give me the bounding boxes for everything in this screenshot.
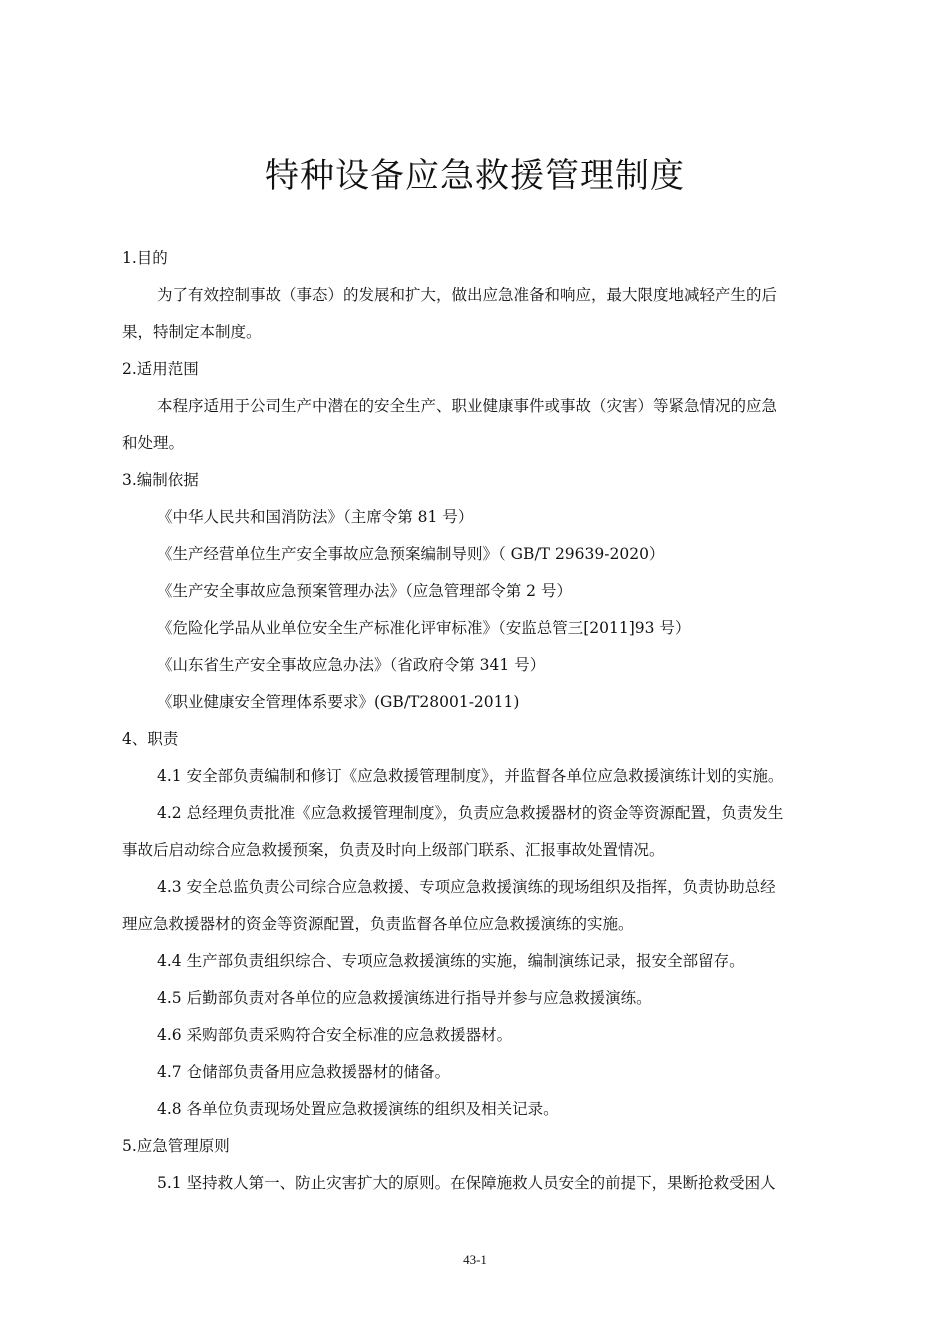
reference-item: 《生产安全事故应急预案管理办法》（应急管理部令第 2 号）: [157, 582, 572, 600]
duty-item: 4.4 生产部负责组织综合、专项应急救援演练的实施，编制演练记录，报安全部留存。: [157, 952, 745, 970]
page-number: 43-1: [463, 1252, 487, 1267]
reference-item: 《生产经营单位生产安全事故应急预案编制导则》（ GB/T 29639-2020）: [157, 545, 665, 563]
reference-item: 《中华人民共和国消防法》（主席令第 81 号）: [157, 508, 474, 526]
principle-item: 5.1 坚持救人第一、防止灾害扩大的原则。在保障施救人员安全的前提下，果断抢救受困人: [157, 1174, 776, 1192]
paragraph-line: 和处理。: [122, 434, 185, 452]
reference-item: 《职业健康安全管理体系要求》(GB/T28001-2011): [157, 693, 520, 711]
duty-item: 4.5 后勤部负责对各单位的应急救援演练进行指导并参与应急救援演练。: [157, 989, 652, 1007]
duty-item-continued: 理应急救援器材的资金等资源配置，负责监督各单位应急救援演练的实施。: [122, 915, 634, 933]
paragraph-line: 本程序适用于公司生产中潜在的安全生产、职业健康事件或事故（灾害）等紧急情况的应急: [157, 397, 778, 415]
paragraph-line: 为了有效控制事故（事态）的发展和扩大，做出应急准备和响应，最大限度地减轻产生的后: [157, 286, 778, 304]
section-heading: 3.编制依据: [122, 471, 199, 489]
section-heading: 1.目的: [122, 249, 168, 267]
duty-item: 4.7 仓储部负责备用应急救援器材的储备。: [157, 1063, 451, 1081]
duty-item: 4.8 各单位负责现场处置应急救援演练的组织及相关记录。: [157, 1100, 559, 1118]
reference-item: 《危险化学品从业单位安全生产标准化评审标准》（安监总管三[2011]93 号）: [157, 619, 691, 637]
paragraph-line: 果，特制定本制度。: [122, 323, 262, 341]
section-heading: 4、职责: [122, 730, 179, 748]
duty-item: 4.6 采购部负责采购符合安全标准的应急救援器材。: [157, 1026, 513, 1044]
duty-item-continued: 事故后启动综合应急救援预案，负责及时向上级部门联系、汇报事故处置情况。: [122, 841, 665, 859]
duty-item: 4.3 安全总监负责公司综合应急救援、专项应急救援演练的现场组织及指挥，负责协助总经: [157, 878, 776, 896]
duty-item: 4.2 总经理负责批准《应急救援管理制度》，负责应急救援器材的资金等资源配置，负责发生: [157, 804, 784, 822]
reference-item: 《山东省生产安全事故应急办法》（省政府令第 341 号）: [157, 656, 546, 674]
document-title: 特种设备应急救援管理制度: [265, 156, 685, 196]
section-heading: 2.适用范围: [122, 360, 199, 378]
section-heading: 5.应急管理原则: [122, 1137, 230, 1155]
duty-item: 4.1 安全部负责编制和修订《应急救援管理制度》，并监督各单位应急救援演练计划的实施。: [157, 767, 784, 785]
